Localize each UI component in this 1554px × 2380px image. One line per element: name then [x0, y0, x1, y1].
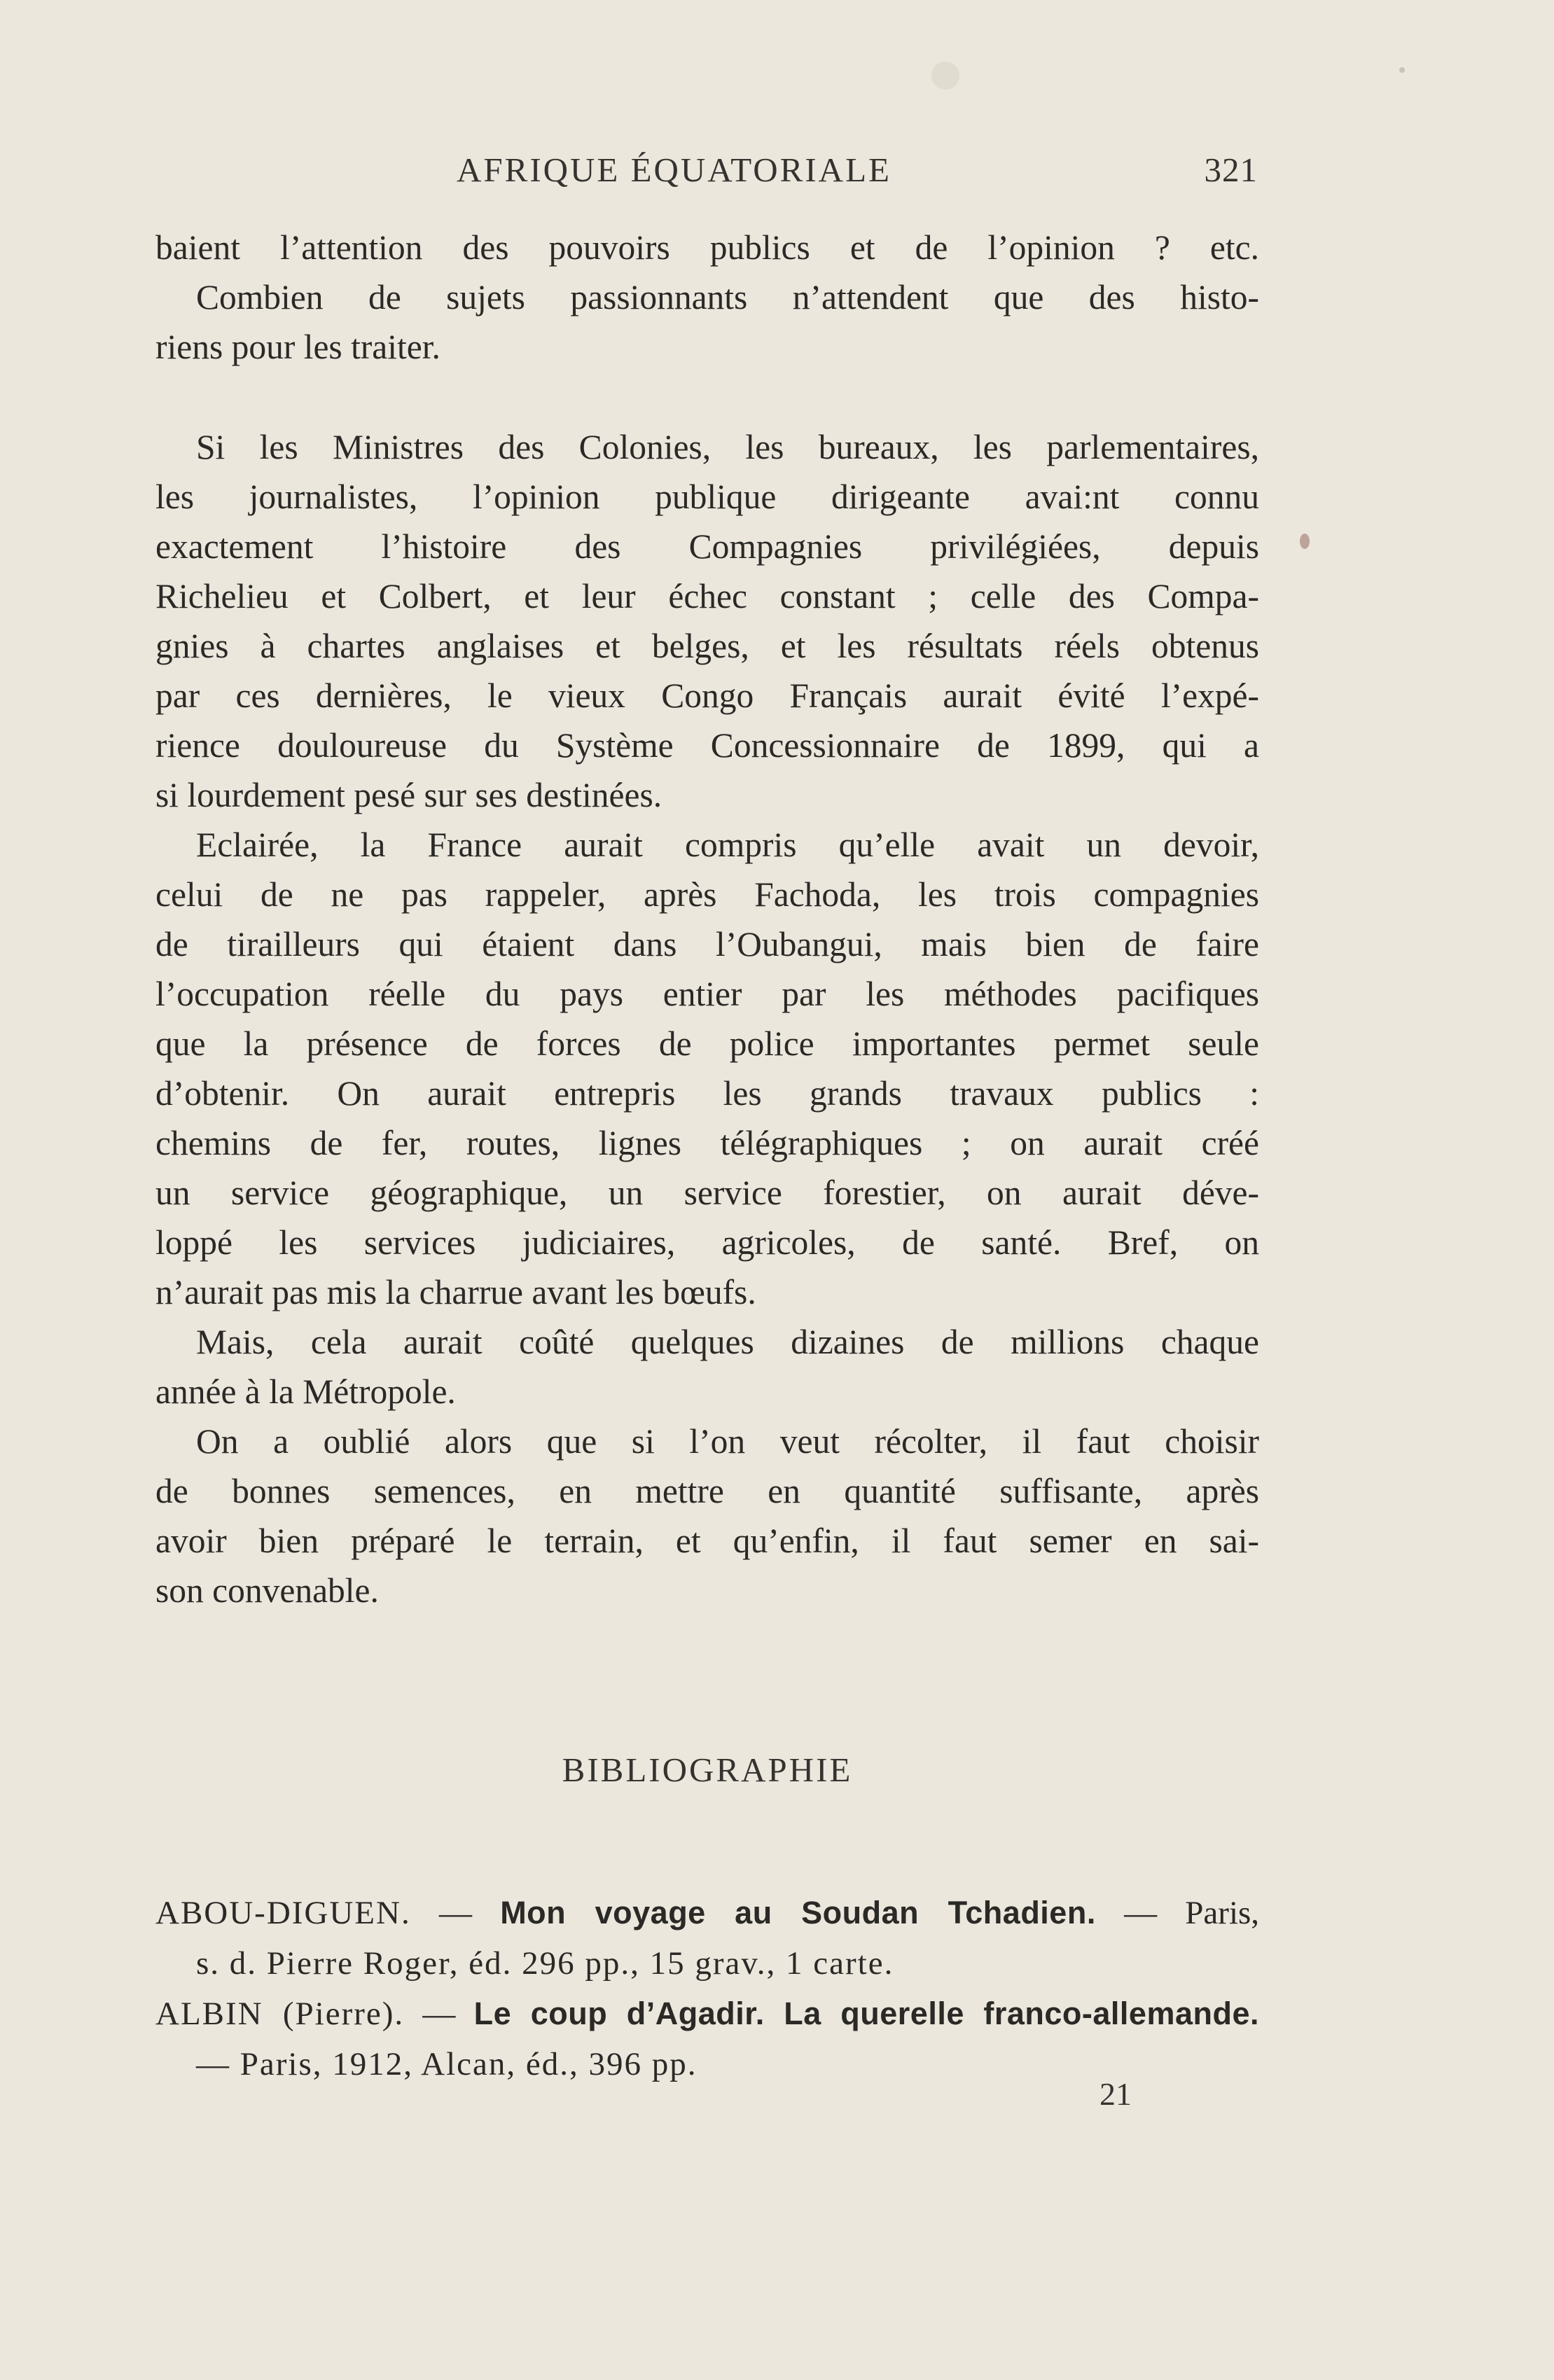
text-line: année à la Métropole. [155, 1372, 456, 1411]
entry-author: ALBIN (Pierre). [155, 1996, 405, 2032]
bibliography-list [155, 1888, 1259, 2089]
text-line: n’aurait pas mis la charrue avant les bœufs. [155, 1273, 756, 1311]
text-line: que la présence de forces de police importantes permet seule [155, 1024, 1259, 1063]
text-line: d’obtenir. On aurait entrepris les grands travaux publics : [155, 1074, 1259, 1113]
bibliography-entry [155, 1989, 1259, 2039]
text-line: Mais, cela aurait coûté quelques dizaines de millions chaque [196, 1323, 1259, 1361]
text-line: celui de ne pas rappeler, après Fachoda, les trois compagnies [155, 875, 1259, 914]
text-line: riens pour les traiter. [155, 328, 440, 366]
entry-separator: — [422, 1996, 456, 2032]
text-line: Richelieu et Colbert, et leur échec constant ; celle des Compa- [155, 577, 1259, 615]
text-line: rience douloureuse du Système Concessionnaire de 1899, qui a [155, 726, 1259, 765]
text-line: de bonnes semences, en mettre en quantité suffisante, après [155, 1472, 1259, 1510]
text-line: Combien de sujets passionnants n’attendent que des histo- [196, 278, 1259, 316]
bibliography-entry [155, 1888, 1259, 1938]
text-line: gnies à chartes anglaises et belges, et les résultats réels obtenus [155, 627, 1259, 665]
text-line: l’occupation réelle du pays entier par les méthodes pacifiques [155, 975, 1259, 1013]
text-line: exactement l’histoire des Compagnies privilégiées, depuis [155, 527, 1259, 566]
text-line: avoir bien préparé le terrain, et qu’enfin, il faut semer en sai- [155, 1522, 1259, 1560]
bibliography-heading: BIBLIOGRAPHIE [562, 1751, 853, 1789]
text-line: de tirailleurs qui étaient dans l’Oubangui, mais bien de faire [155, 925, 1259, 963]
text-line: chemins de fer, routes, lignes télégraphiques ; on aurait créé [155, 1124, 1259, 1162]
entry-title: Mon voyage au Soudan Tchadien. [500, 1895, 1096, 1930]
body-text [155, 223, 1259, 1615]
entry-details: s. d. Pierre Roger, éd. 296 pp., 15 grav., 1 carte. [196, 1945, 894, 1982]
scan-speck [1399, 67, 1405, 73]
text-line: Eclairée, la France aurait compris qu’elle avait un devoir, [196, 826, 1259, 864]
text-line: On a oublié alors que si l’on veut récolter, il faut choisir [196, 1422, 1259, 1461]
scan-speck [931, 62, 959, 90]
running-title: AFRIQUE ÉQUATORIALE [457, 151, 892, 189]
paragraph-gap [155, 372, 1259, 422]
entry-author: ABOU-DIGUEN. [155, 1895, 411, 1931]
page-number: 321 [1204, 151, 1258, 189]
running-header [155, 150, 1258, 199]
signature-mark: 21 [1099, 2076, 1132, 2112]
text-line: baient l’attention des pouvoirs publics et de l’opinion ? etc. [155, 228, 1259, 267]
scan-speck [1300, 534, 1310, 549]
entry-details: — Paris, 1912, Alcan, éd., 396 pp. [196, 2046, 698, 2082]
text-line: Si les Ministres des Colonies, les bureaux, les parlementaires, [196, 428, 1259, 466]
text-line: loppé les services judiciaires, agricoles, de santé. Bref, on [155, 1223, 1259, 1262]
text-line: les journalistes, l’opinion publique dirigeante avai:nt connu [155, 478, 1259, 516]
entry-separator: — [1124, 1895, 1158, 1931]
entry-place: Paris, [1185, 1895, 1260, 1931]
text-line: un service géographique, un service forestier, on aurait déve- [155, 1174, 1259, 1212]
text-line: son convenable. [155, 1571, 379, 1610]
text-line: par ces dernières, le vieux Congo Français aurait évité l’expé- [155, 676, 1259, 715]
entry-separator: — [438, 1895, 472, 1931]
entry-title: Le coup d’Agadir. La querelle franco-allemande. [473, 1996, 1259, 2031]
text-line: si lourdement pesé sur ses destinées. [155, 776, 662, 814]
